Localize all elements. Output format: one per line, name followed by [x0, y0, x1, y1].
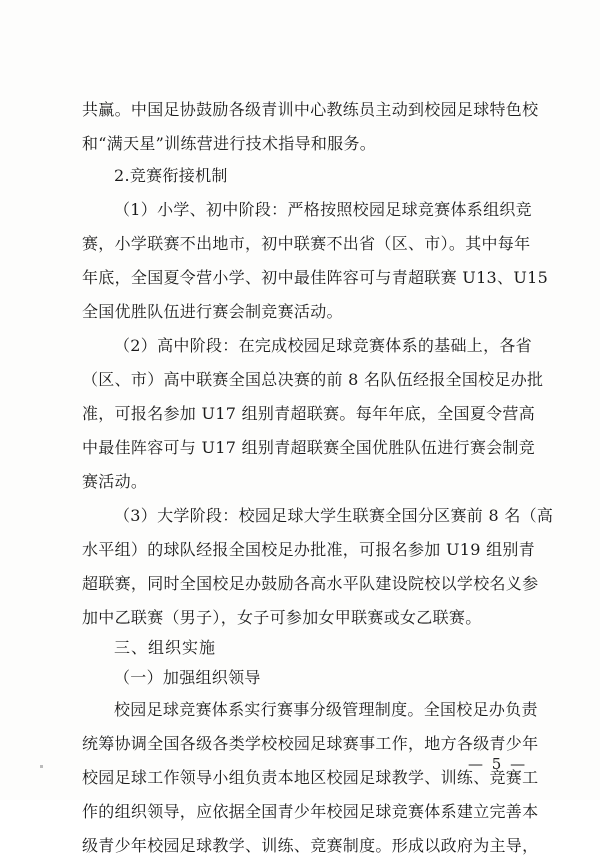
text-line: （区、市）高中联赛全国总决赛的前 8 名队伍经报全国校足办批	[82, 370, 544, 389]
text-line: 赛活动。	[82, 472, 148, 491]
body-text	[82, 98, 554, 858]
text-line: 年底，全国夏令营小学、初中最佳阵容可与青超联赛 U13、U15	[82, 268, 549, 287]
text-line: 统筹协调全国各级各类学校校园足球赛事工作，地方各级青少年	[82, 734, 539, 753]
scan-speck	[40, 765, 43, 768]
text-line: 加中乙联赛（男子），女子可参加女甲联赛或女乙联赛。	[82, 608, 482, 627]
text-line: （3）大学阶段：校园足球大学生联赛全国分区赛前 8 名（高	[114, 506, 554, 525]
text-line: 超联赛，同时全国校足办鼓励各高水平队建设院校以学校名义参	[82, 574, 539, 593]
text-line: （1）小学、初中阶段：严格按照校园足球竞赛体系组织竞	[114, 200, 532, 219]
text-line: 水平组）的球队经报全国校足办批准，可报名参加 U19 组别青	[82, 540, 536, 559]
text-line: 赛，小学联赛不出地市，初中联赛不出省（区、市）。其中每年	[82, 234, 531, 253]
page-number: — 5 —	[468, 755, 528, 773]
text-line: 共赢。中国足协鼓励各级青训中心教练员主动到校园足球特色校	[82, 100, 539, 119]
text-line: 校园足球竞赛体系实行赛事分级管理制度。全国校足办负责	[114, 700, 538, 719]
text-line: 作的组织领导，应依据全国青少年校园足球竞赛体系建立完善本	[82, 802, 539, 821]
text-line: （2）高中阶段：在完成校园足球竞赛体系的基础上，各省	[114, 336, 532, 355]
text-line: 级青少年校园足球教学、训练、竞赛制度。形成以政府为主导，	[82, 836, 539, 855]
section-heading: 2.竞赛衔接机制	[114, 166, 228, 185]
text-line: 全国优胜队伍进行赛会制竞赛活动。	[82, 302, 343, 321]
chapter-heading: 三、组织实施	[114, 638, 217, 657]
text-line: 准，可报名参加 U17 组别青超联赛。每年年底，全国夏令营高	[82, 404, 536, 423]
text-line: 中最佳阵容可与 U17 组别青超联赛全国优胜队伍进行赛会制竞	[82, 438, 536, 457]
subsection-heading: （一）加强组织领导	[114, 668, 261, 687]
text-line: 校园足球工作领导小组负责本地区校园足球教学、训练、竞赛工	[82, 768, 539, 787]
text-line: 和“满天星”训练营进行技术指导和服务。	[82, 134, 377, 153]
